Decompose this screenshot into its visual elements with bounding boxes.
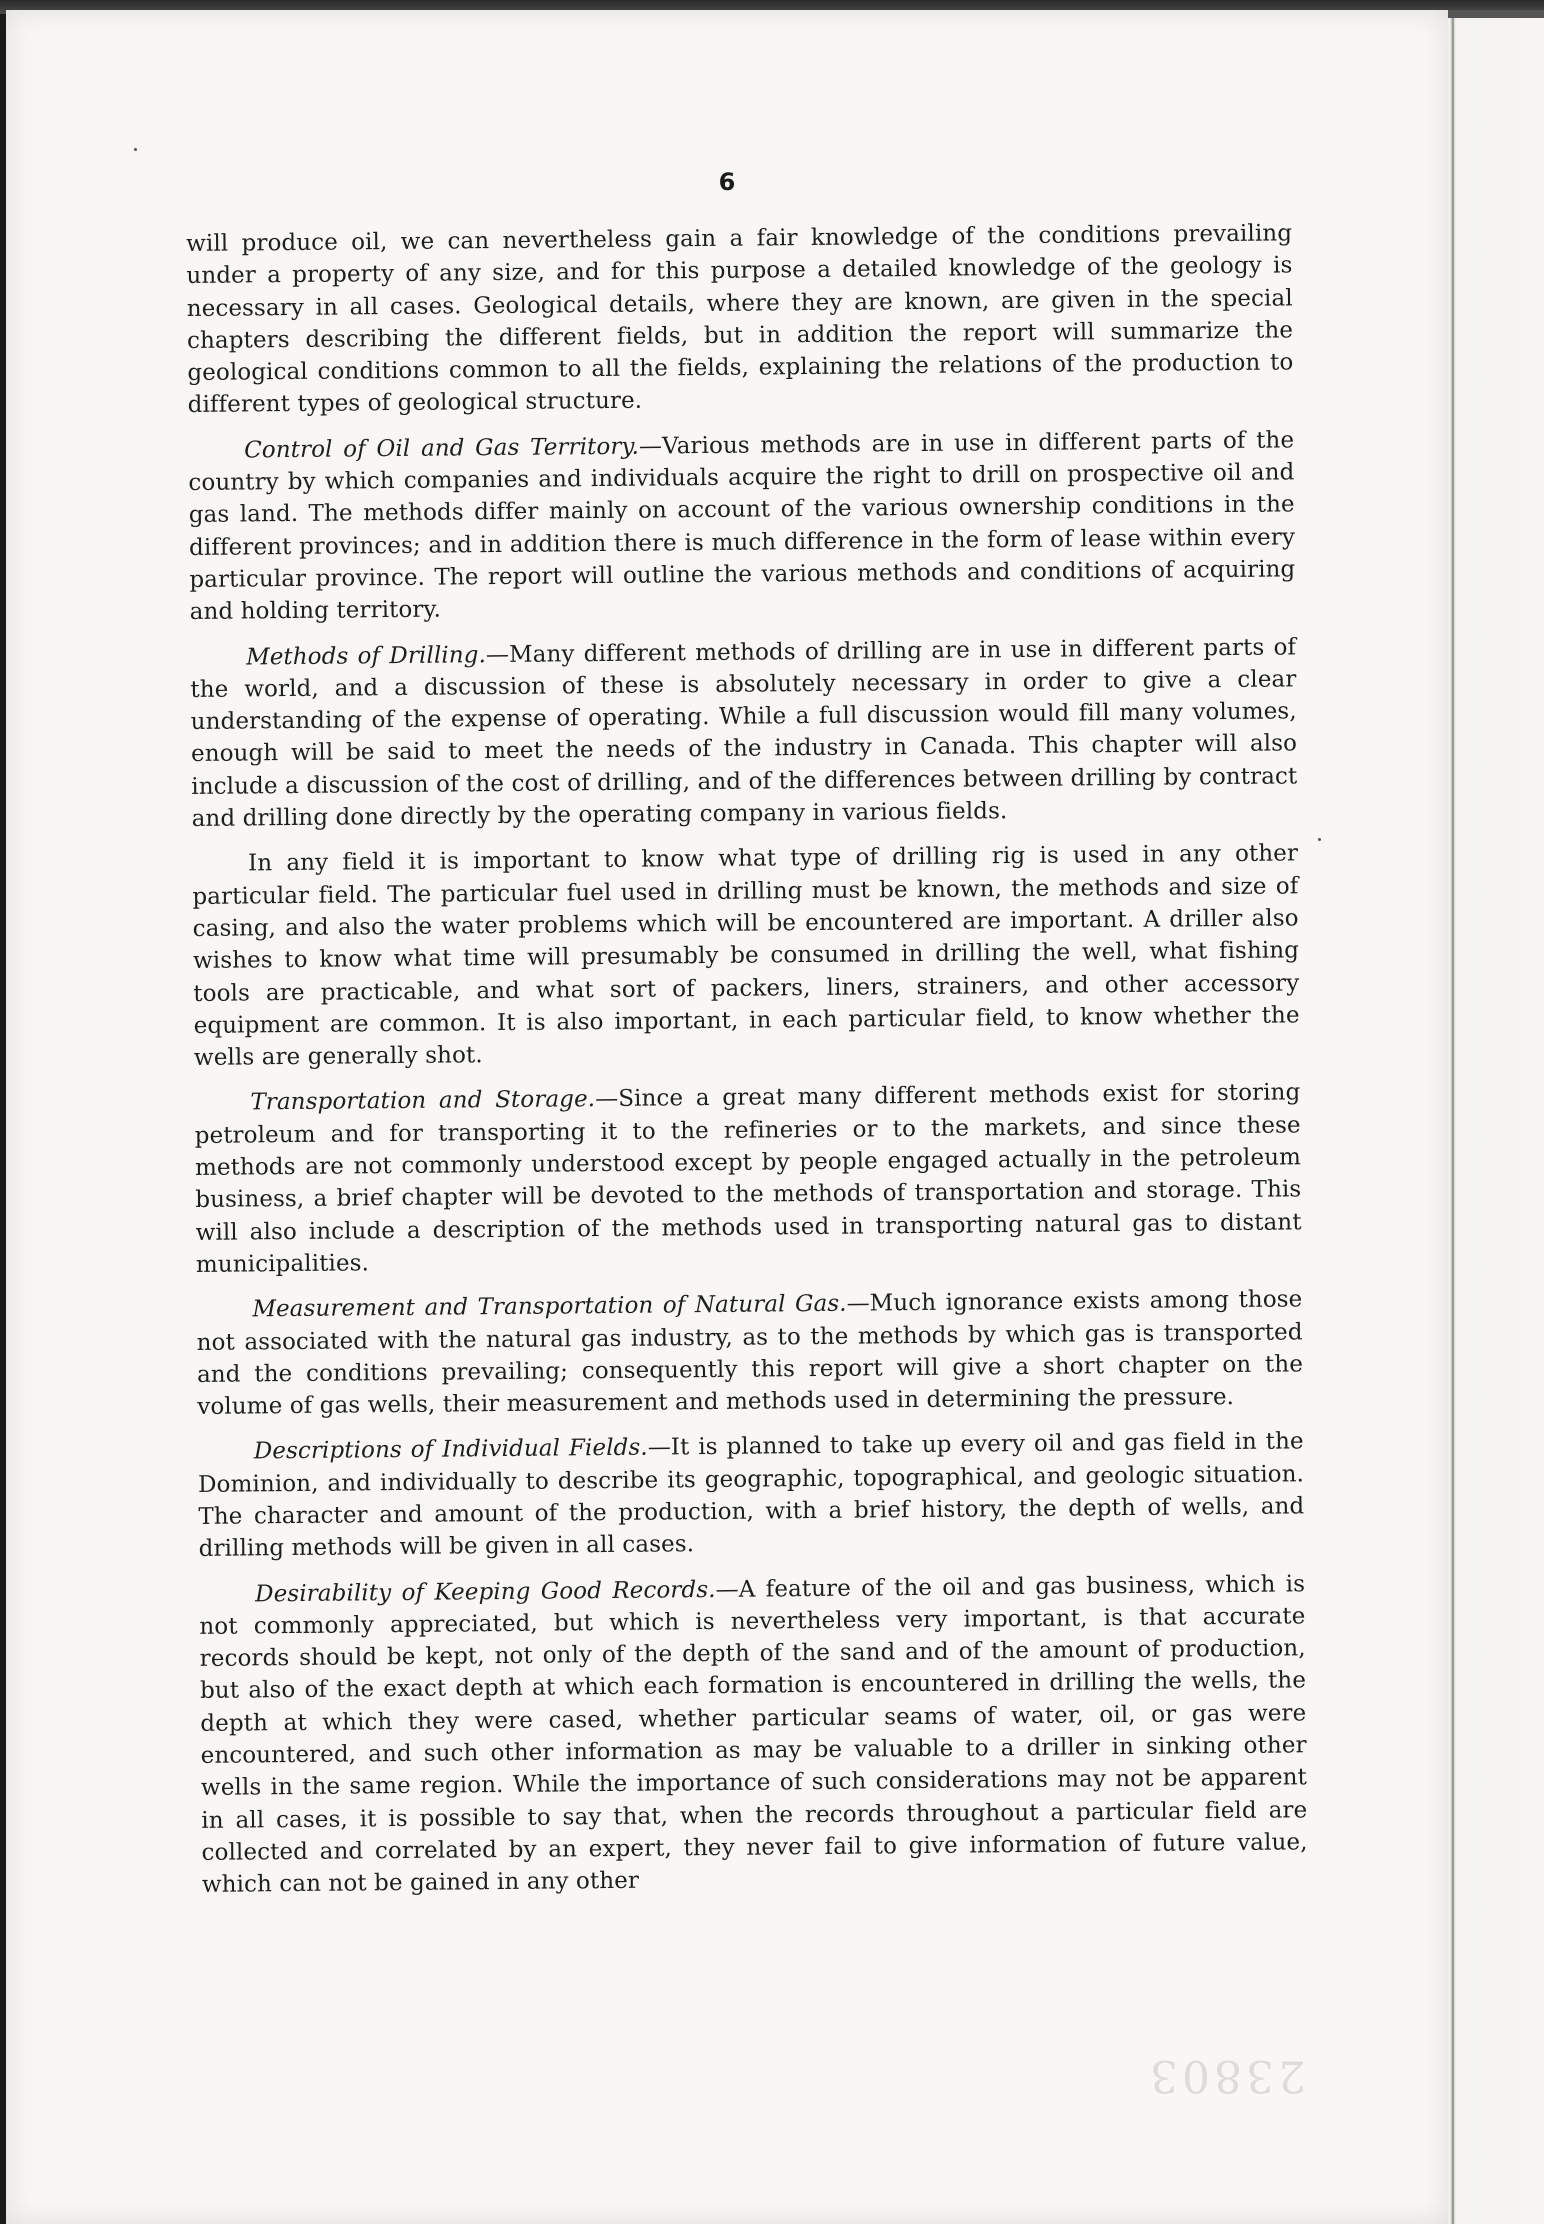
scan-speck — [134, 148, 137, 151]
section-heading-natural-gas: Measurement and Transportation of Natural Gas. — [252, 1290, 847, 1323]
paragraph-1 — [186, 217, 1294, 421]
faint-pencil-number: 23803 — [1146, 2050, 1306, 2101]
paragraph-7-text: —It is planned to take up every oil and gas field in the Dominion, and individually to describe its geographic, topographical, and geologic situation. The character and amount of the production, with a brief history, the depth of wells, and drilling methods will be given in all cases. — [197, 1428, 1305, 1563]
paragraph-drilling-rig — [192, 838, 1300, 1075]
paragraph-methods-of-drilling — [190, 631, 1298, 835]
paragraph-2-text: —Various methods are in use in different parts of the country by which companies and individuals acquire the right to drill on prospective oil and gas land. The methods differ mainly on account of the various ownership conditions in the different provinces; and in addition there is much difference in the form of lease within every particular province. The report will outline the various methods and conditions of acquiring and holding territory. — [188, 427, 1296, 626]
paragraph-3-text: —Many different methods of drilling are in use in different parts of the world, and a discussion of these is absolutely necessary in order to give a clear understanding of the expense of operating. While a full discussion would fill many volumes, enough will be said to meet the needs of the industry in Canada. This chapter will also include a discussion of the cost of drilling, and of the differences between drilling by contract and drilling done directly by the operating company in various fields. — [190, 633, 1298, 833]
document-page — [6, 10, 1448, 2224]
section-heading-good-records: Desirability of Keeping Good Records. — [254, 1576, 716, 1607]
scan-speck — [1318, 838, 1321, 841]
paragraph-5-text: —Since a great many different methods exist for storing petroleum and for transporting it to the refineries or to the markets, and since these methods are not commonly understood except by people engaged actually in the petroleum business, a brief chapter will be devoted to the methods of transportation and storage. This will also include a description of the methods used in transporting natural gas to distant municipalities. — [194, 1079, 1302, 1278]
paragraph-transportation-storage — [194, 1077, 1302, 1281]
section-heading-control-of-territory: Control of Oil and Gas Territory. — [244, 433, 640, 464]
paragraph-natural-gas — [196, 1284, 1303, 1424]
paragraph-8-text: —A feature of the oil and gas business, which is not commonly appreciated, but which is nevertheless very important, is that accurate records should be kept, not only of the depth of the sand and of the amount of production, but also of the exact depth at which each formation is encountered in drilling the wells, the depth at which they were cased, whether particular seams of water, oil, or gas were encountered, and such other information as may be valuable to a driller in sinking other wells in the same region. While the importance of such considerations may not be apparent in all cases, it is possible to say that, when the records throughout a particular field are collected and correlated by an expert, they never fail to give information of future value, which can not be gained in any other — [199, 1570, 1308, 1899]
body-text — [186, 217, 1308, 1914]
section-heading-transportation-storage: Transportation and Storage. — [250, 1086, 596, 1116]
paragraph-individual-fields — [198, 1426, 1305, 1566]
paragraph-4-text: In any field it is important to know what type of drilling rig is used in any other particular field. The particular fuel used in drilling must be known, the methods and size of casing, and also the water problems which will be encountered are important. A driller also wishes to know what time will presumably be consumed in drilling the well, what fishing tools are practicable, and what sort of packers, liners, strainers, and other accessory equipment are common. It is also important, in each particular field, to know whether the wells are generally shot. — [192, 840, 1300, 1072]
paragraph-control-of-territory — [188, 424, 1296, 628]
adjacent-page-edge — [1448, 10, 1544, 2224]
paragraph-1-text: will produce oil, we can nevertheless gain a fair knowledge of the conditions prevailing under a property of any size, and for this purpose a detailed knowledge of the geology is necessary in all cases. Geological details, where they are known, are given in the special chapters describing the different fields, but in addition the report will summarize the geological conditions common to all the fields, explaining the relations of the production to different types of geological structure. — [186, 220, 1294, 419]
section-heading-individual-fields: Descriptions of Individual Fields. — [253, 1435, 648, 1465]
page-number: 6 — [718, 168, 736, 196]
paragraph-good-records — [199, 1568, 1308, 1902]
paragraph-6-text: —Much ignorance exists among those not associated with the natural gas industry, as to the methods by which gas is transported and the conditions prevailing; consequently this report will give a short chapter on the volume of gas wells, their measurement and methods used in determining the pressure. — [196, 1286, 1304, 1421]
section-heading-methods-of-drilling: Methods of Drilling. — [245, 641, 487, 671]
